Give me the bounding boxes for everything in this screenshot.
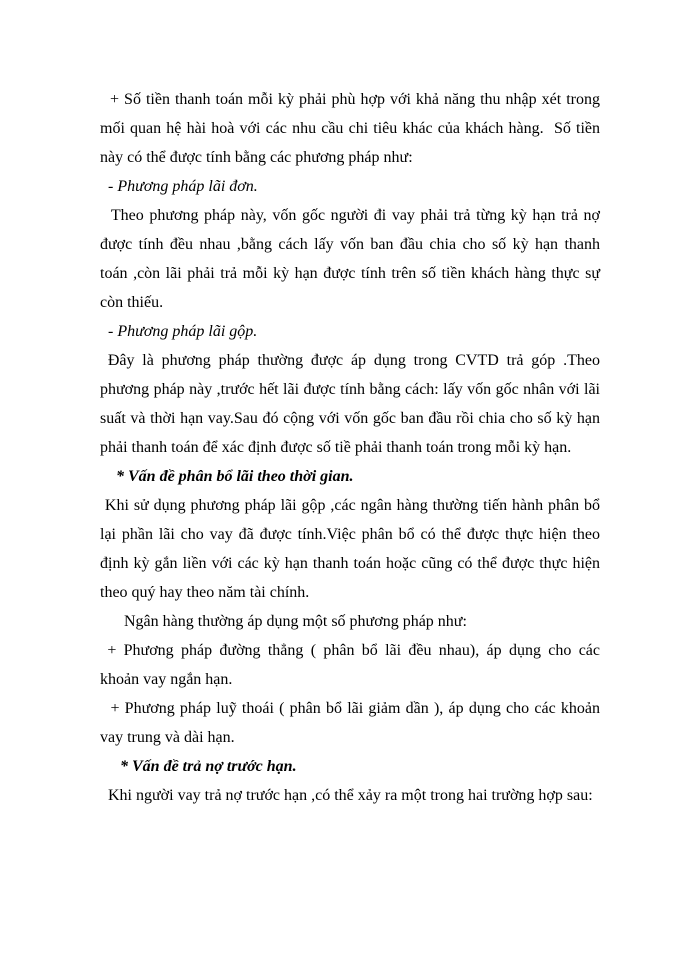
paragraph-line: được tính đều nhau ,bằng cách lấy vốn ban đầu chia cho số kỳ hạn thanh — [100, 236, 600, 253]
paragraph-line: Khi sử dụng phương pháp lãi gộp ,các ngân hàng thường tiến hành phân bổ — [100, 497, 600, 514]
paragraph-line: Ngân hàng thường áp dụng một số phương pháp như: — [100, 613, 467, 630]
paragraph-line: + Số tiền thanh toán mỗi kỳ phải phù hợp với khả năng thu nhập xét trong — [100, 91, 600, 108]
paragraph-line: Theo phương pháp này, vốn gốc người đi vay phải trả từng kỳ hạn trả nợ — [100, 207, 600, 224]
subheading-simple-interest: - Phương pháp lãi đơn. — [100, 178, 258, 195]
paragraph-line: mối quan hệ hài hoà với các nhu cầu chi tiêu khác của khách hàng. Số tiền — [100, 120, 600, 137]
paragraph-line: suất và thời hạn vay.Sau đó cộng với vốn gốc ban đầu rồi chia cho số kỳ hạn — [100, 410, 600, 427]
paragraph-line: khoản vay ngắn hạn. — [100, 671, 233, 688]
paragraph-line: Khi người vay trả nợ trước hạn ,có thể xảy ra một trong hai trường hợp sau: — [100, 787, 593, 804]
paragraph-line: lại phần lãi cho vay đã được tính.Việc phân bổ có thể được thực hiện theo — [100, 526, 600, 543]
paragraph-line: Đây là phương pháp thường được áp dụng trong CVTD trả góp .Theo — [100, 352, 600, 369]
paragraph-line: + Phương pháp luỹ thoái ( phân bổ lãi giảm dần ), áp dụng cho các khoản — [100, 700, 600, 717]
document-page — [100, 85, 600, 810]
paragraph-line: vay trung và dài hạn. — [100, 729, 235, 746]
section-heading-early-repayment: * Vấn đề trả nợ trước hạn. — [100, 758, 297, 775]
paragraph-line: còn thiếu. — [100, 294, 164, 311]
section-heading-interest-allocation: * Vấn đề phân bổ lãi theo thời gian. — [100, 468, 354, 485]
paragraph-line: phương pháp này ,trước hết lãi được tính bằng cách: lấy vốn gốc nhân với lãi — [100, 381, 600, 398]
paragraph-line: định kỳ gắn liền với các kỳ hạn thanh toán hoặc cũng có thể được thực hiện — [100, 555, 600, 572]
paragraph-line: phải thanh toán để xác định được số tiề phải thanh toán trong mỗi kỳ hạn. — [100, 439, 572, 456]
subheading-compound-interest: - Phương pháp lãi gộp. — [100, 323, 258, 340]
paragraph-line: toán ,còn lãi phải trả mỗi kỳ hạn được tính trên số tiền khách hàng thực sự — [100, 265, 600, 282]
paragraph-line: theo quý hay theo năm tài chính. — [100, 584, 310, 601]
paragraph-line: + Phương pháp đường thẳng ( phân bổ lãi đều nhau), áp dụng cho các — [100, 642, 600, 659]
paragraph-line: này có thể được tính bằng các phương pháp như: — [100, 149, 413, 166]
